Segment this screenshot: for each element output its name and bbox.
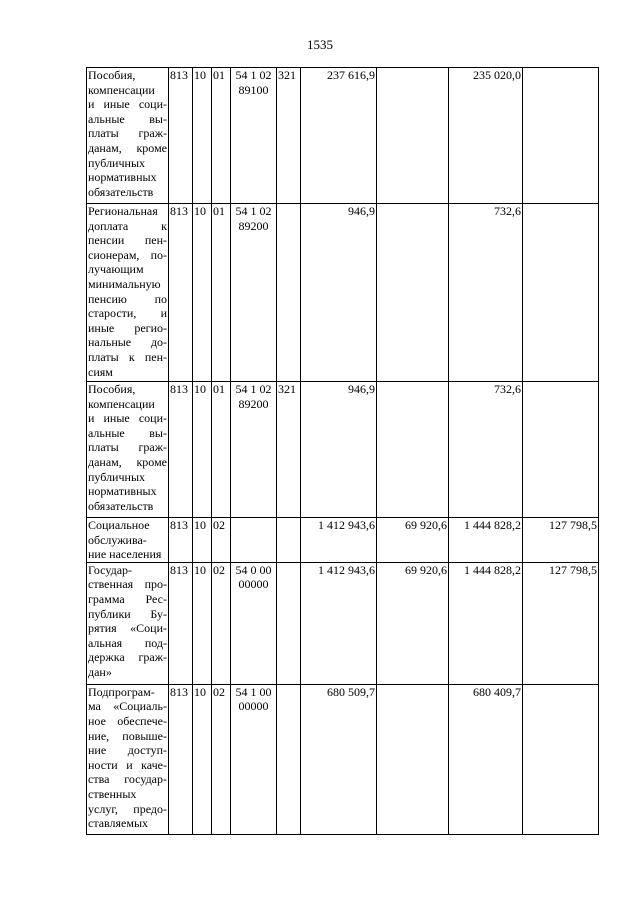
target-article-line: 54 1 02: [235, 204, 272, 218]
target-article-line: 89200: [238, 218, 269, 233]
amount-cell: 946,9: [301, 382, 377, 518]
row-name-line: данам, кроме: [88, 140, 167, 155]
target-article-cell: [231, 562, 277, 684]
row-name-line: Пособия,: [88, 68, 136, 82]
section-code-cell: 10: [193, 382, 212, 518]
amount-cell: [377, 204, 449, 382]
row-name-line: минимальную: [88, 276, 161, 291]
amount-cell: [523, 204, 599, 382]
section-code-cell: 10: [193, 68, 212, 204]
target-article-line: 54 1 02: [235, 68, 272, 82]
expense-type-cell: 321: [277, 382, 301, 518]
amount-cell: [377, 382, 449, 518]
row-name-line: нормативных: [88, 484, 157, 499]
row-name-line: публичных: [88, 155, 145, 170]
row-name-line: сиям: [88, 364, 113, 379]
row-name-line: компенсации: [88, 82, 155, 97]
expense-type-cell: [277, 518, 301, 563]
row-name-line: сионерам, по-: [88, 247, 167, 262]
subsection-code-cell: 02: [212, 518, 231, 563]
table-row: [87, 382, 599, 518]
section-code-cell: 10: [193, 562, 212, 684]
row-name-line: платы граж-: [88, 126, 167, 141]
subsection-code-cell: 02: [212, 684, 231, 834]
section-code-cell: 10: [193, 518, 212, 563]
table-row: [87, 518, 599, 563]
expense-type-cell: [277, 684, 301, 834]
expense-type-cell: [277, 562, 301, 684]
target-article-line: 54 0 00: [235, 562, 272, 577]
row-name-line: ние населения: [88, 547, 162, 562]
row-name-cell: [87, 204, 169, 382]
row-name-line: старости, и: [88, 306, 167, 321]
row-name-cell: [87, 382, 169, 518]
row-name-cell: [87, 562, 169, 684]
row-name-line: альные вы-: [88, 425, 167, 440]
row-name-line: ное обеспече-: [88, 713, 167, 728]
row-name-cell: [87, 68, 169, 204]
target-article-line: 54 1 02: [235, 382, 272, 396]
row-name-line: ние доступ-: [88, 743, 167, 758]
amount-cell: 946,9: [301, 204, 377, 382]
row-name-line: обязательств: [88, 184, 154, 199]
row-name-line: Подпрограм-: [88, 684, 155, 699]
budget-table: [86, 67, 599, 835]
table-row: [87, 562, 599, 684]
amount-cell: 235 020,0: [449, 68, 523, 204]
row-name-line: держка граж-: [88, 650, 167, 665]
amount-cell: [523, 68, 599, 204]
expense-type-cell: [277, 204, 301, 382]
ministry-code-cell: 813: [169, 204, 193, 382]
row-name-line: нальные до-: [88, 335, 167, 350]
row-name-line: иные регио-: [88, 320, 167, 335]
row-name-line: пенсии пен-: [88, 233, 167, 248]
ministry-code-cell: 813: [169, 684, 193, 834]
row-name-line: платы граж-: [88, 440, 167, 455]
row-name-line: обслужива-: [88, 532, 147, 547]
target-article-line: 00000: [238, 577, 269, 592]
row-name-cell: [87, 518, 169, 563]
amount-cell: 680 509,7: [301, 684, 377, 834]
row-name-line: обязательств: [88, 498, 154, 513]
row-name-line: ственных: [88, 786, 137, 801]
row-name-line: данам, кроме: [88, 454, 167, 469]
page-number: 1535: [307, 37, 333, 52]
ministry-code-cell: 813: [169, 68, 193, 204]
row-name-line: ственная про-: [88, 577, 167, 592]
amount-cell: 69 920,6: [377, 562, 449, 684]
target-article-line: 89100: [238, 82, 269, 97]
amount-cell: 1 412 943,6: [301, 518, 377, 563]
table-body: [87, 68, 599, 835]
amount-cell: 127 798,5: [523, 518, 599, 563]
row-name-cell: [87, 684, 169, 834]
row-name-line: Региональная: [88, 204, 158, 218]
row-name-line: публики Бу-: [88, 606, 167, 621]
amount-cell: 1 444 828,2: [449, 518, 523, 563]
row-name-line: Социальное: [88, 518, 150, 532]
amount-cell: 1 412 943,6: [301, 562, 377, 684]
row-name-line: Государ-: [88, 562, 133, 577]
target-article-line: 00000: [238, 699, 269, 714]
target-article-cell: [231, 684, 277, 834]
amount-cell: [377, 684, 449, 834]
amount-cell: 127 798,5: [523, 562, 599, 684]
subsection-code-cell: 01: [212, 68, 231, 204]
row-name-line: ние, повыше-: [88, 728, 167, 743]
amount-cell: 732,6: [449, 382, 523, 518]
row-name-line: компенсации: [88, 396, 155, 411]
row-name-line: лучающим: [88, 262, 144, 277]
amount-cell: [377, 68, 449, 204]
subsection-code-cell: 01: [212, 382, 231, 518]
table-row: [87, 68, 599, 204]
amount-cell: 680 409,7: [449, 684, 523, 834]
amount-cell: 732,6: [449, 204, 523, 382]
row-name-line: публичных: [88, 469, 145, 484]
row-name-line: альная под-: [88, 635, 167, 650]
amount-cell: 1 444 828,2: [449, 562, 523, 684]
subsection-code-cell: 02: [212, 562, 231, 684]
expense-type-cell: 321: [277, 68, 301, 204]
amount-cell: 69 920,6: [377, 518, 449, 563]
row-name-line: ности и каче-: [88, 757, 167, 772]
target-article-line: 54 1 00: [235, 684, 272, 699]
table-row: [87, 684, 599, 834]
ministry-code-cell: 813: [169, 382, 193, 518]
row-name-line: дан»: [88, 664, 112, 679]
section-code-cell: 10: [193, 684, 212, 834]
amount-cell: 237 616,9: [301, 68, 377, 204]
amount-cell: [523, 382, 599, 518]
row-name-line: нормативных: [88, 170, 157, 185]
row-name-line: доплата к: [88, 218, 167, 233]
ministry-code-cell: 813: [169, 562, 193, 684]
row-name-line: услуг, предо-: [88, 801, 167, 816]
row-name-line: Пособия,: [88, 382, 136, 396]
target-article-cell: [231, 382, 277, 518]
row-name-line: пенсию по: [88, 291, 167, 306]
row-name-line: грамма Рес-: [88, 591, 167, 606]
target-article-cell: [231, 518, 277, 563]
ministry-code-cell: 813: [169, 518, 193, 563]
row-name-line: рятия «Соци-: [88, 621, 167, 636]
row-name-line: ма «Социаль-: [88, 699, 167, 714]
section-code-cell: 10: [193, 204, 212, 382]
row-name-line: и иные соци-: [88, 411, 167, 426]
table-row: [87, 204, 599, 382]
row-name-line: и иные соци-: [88, 97, 167, 112]
amount-cell: [523, 684, 599, 834]
target-article-cell: [231, 68, 277, 204]
row-name-line: платы к пен-: [88, 349, 167, 364]
subsection-code-cell: 01: [212, 204, 231, 382]
row-name-line: ства государ-: [88, 772, 167, 787]
row-name-line: ставляемых: [88, 816, 149, 831]
target-article-cell: [231, 204, 277, 382]
row-name-line: альные вы-: [88, 111, 167, 126]
target-article-line: 89200: [238, 396, 269, 411]
